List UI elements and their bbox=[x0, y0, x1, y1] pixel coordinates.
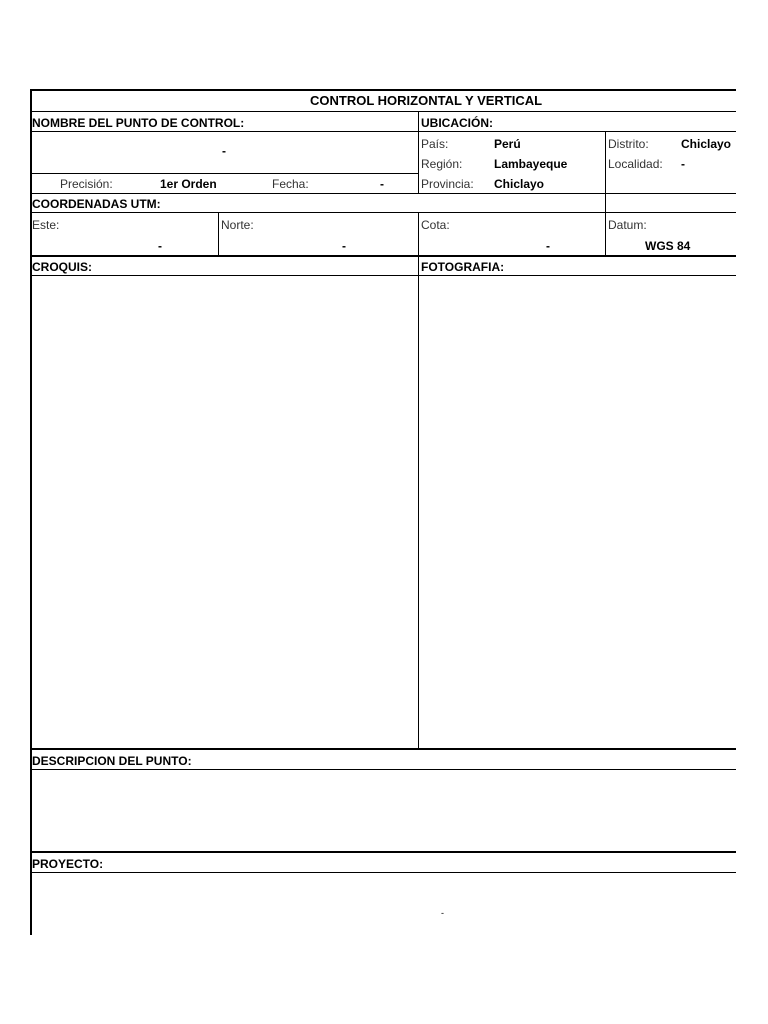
pais-label: País: bbox=[421, 137, 449, 151]
descripcion-label: DESCRIPCION DEL PUNTO: bbox=[32, 754, 192, 768]
rule-under-headers bbox=[30, 131, 736, 132]
rule-under-proyecto bbox=[30, 872, 736, 873]
rule-above-proyecto bbox=[30, 851, 736, 853]
localidad-value: - bbox=[681, 157, 685, 171]
ubicacion-label: UBICACIÓN: bbox=[421, 116, 493, 130]
este-value: - bbox=[158, 239, 162, 253]
cota-value: - bbox=[546, 239, 550, 253]
coordenadas-label: COORDENADAS UTM: bbox=[32, 197, 161, 211]
rule-mid-vertical bbox=[418, 111, 419, 193]
fotografia-area bbox=[419, 276, 736, 748]
nombre-value: - bbox=[222, 144, 226, 158]
border-top bbox=[30, 89, 736, 91]
localidad-label: Localidad: bbox=[608, 157, 663, 171]
region-label: Región: bbox=[421, 157, 463, 171]
rule-under-nombre bbox=[30, 173, 418, 174]
region-value: Lambayeque bbox=[494, 157, 568, 171]
cota-label: Cota: bbox=[421, 218, 450, 232]
rule-este-norte bbox=[218, 212, 219, 255]
precision-label: Precisión: bbox=[60, 177, 113, 191]
distrito-value: Chiclayo bbox=[681, 137, 732, 151]
sheet-title: CONTROL HORIZONTAL Y VERTICAL bbox=[310, 93, 543, 108]
nombre-label: NOMBRE DEL PUNTO DE CONTROL: bbox=[32, 116, 245, 130]
datum-label: Datum: bbox=[608, 218, 647, 232]
descripcion-area bbox=[32, 770, 736, 851]
fotografia-label: FOTOGRAFIA: bbox=[421, 260, 505, 274]
rule-under-precision bbox=[30, 193, 736, 194]
datum-value: WGS 84 bbox=[645, 239, 691, 253]
provincia-value: Chiclayo bbox=[494, 177, 545, 191]
provincia-label: Provincia: bbox=[421, 177, 474, 191]
pais-value: Perú bbox=[494, 137, 521, 151]
rule-under-title bbox=[30, 111, 736, 112]
norte-label: Norte: bbox=[221, 218, 254, 232]
croquis-label: CROQUIS: bbox=[32, 260, 92, 274]
croquis-area bbox=[32, 276, 418, 748]
fecha-label: Fecha: bbox=[272, 177, 309, 191]
precision-value: 1er Orden bbox=[160, 177, 217, 191]
distrito-label: Distrito: bbox=[608, 137, 649, 151]
rule-under-coord bbox=[30, 212, 736, 213]
proyecto-label: PROYECTO: bbox=[32, 857, 104, 871]
fecha-value: - bbox=[380, 177, 384, 191]
rule-norte-cota bbox=[418, 212, 419, 255]
proyecto-value: - bbox=[441, 908, 444, 918]
este-label: Este: bbox=[32, 218, 60, 232]
rule-above-descripcion bbox=[30, 748, 736, 750]
norte-value: - bbox=[342, 239, 346, 253]
rule-under-coords bbox=[30, 255, 736, 257]
